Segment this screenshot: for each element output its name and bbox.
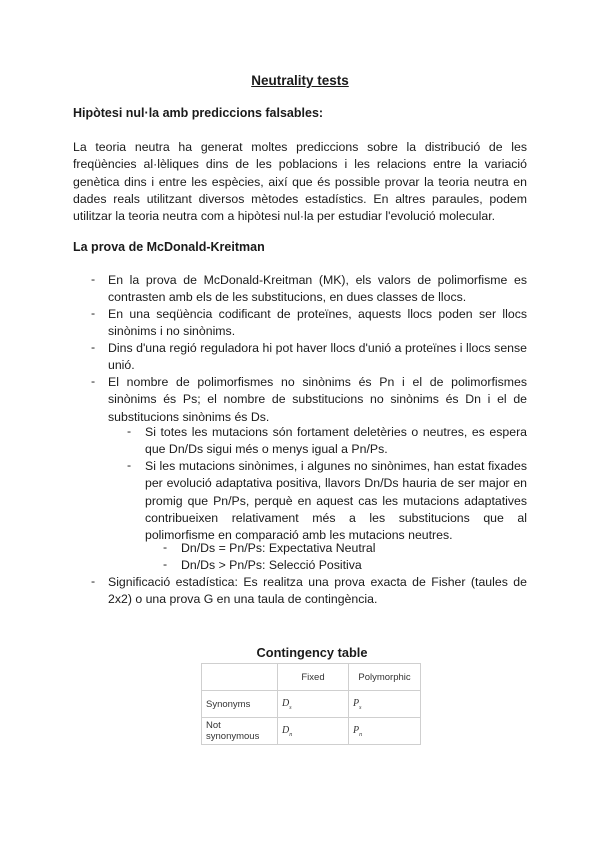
table-cell-empty — [202, 664, 278, 691]
table-row — [202, 691, 421, 718]
contingency-table-title: Contingency table — [256, 645, 368, 660]
sub-sub-bullet-dash: - — [163, 540, 168, 554]
sub-list-item: Si totes les mutacions són fortament deletèries o neutres, es espera que Dn/Ds sigui més o menys igual a Pn/Ps. — [145, 425, 527, 457]
sub-sub-list-item: Dn/Ds > Pn/Ps: Selecció Positiva — [181, 558, 362, 572]
cell-dn: $D_n$ — [278, 718, 349, 745]
bullet-dash: - — [91, 340, 96, 354]
page-title: Neutrality tests — [251, 73, 349, 88]
section-heading-null-hypothesis: Hipòtesi nul·la amb prediccions falsables: — [73, 106, 324, 120]
col-header-fixed: Fixed — [278, 664, 349, 691]
sub-list-item: Si les mutacions sinònimes, i algunes no sinònimes, han estat fixades per evolució adaptativa positiva, llavors Dn/Ds hauria de ser major en promig que Pn/Ps, perquè en aquest cas les mutacions adaptatives contribueixen relativament més a les substitucions que al polimorfisme en comparació amb les mutacions neutres. — [145, 459, 527, 543]
sub-bullet-dash: - — [127, 458, 132, 472]
contingency-table — [201, 663, 421, 745]
list-item: Dins d'una regió reguladora hi pot haver llocs d'unió a proteïnes i llocs sense unió. — [108, 341, 527, 373]
col-header-polymorphic: Polymorphic — [349, 664, 421, 691]
table-row — [202, 718, 421, 745]
table-row — [202, 664, 421, 691]
row-header-synonyms: Synonyms — [202, 691, 278, 718]
sub-sub-bullet-dash: - — [163, 557, 168, 571]
list-item: En la prova de McDonald-Kreitman (MK), els valors de polimorfisme es contrasten amb els de les substitucions, en dues classes de llocs. — [108, 273, 527, 305]
sub-sub-list-item: Dn/Ds = Pn/Ps: Expectativa Neutral — [181, 541, 376, 555]
bullet-dash: - — [91, 374, 96, 388]
intro-paragraph: La teoria neutra ha generat moltes prediccions sobre la distribució de les freqüències al·lèliques dins de les poblacions i les relacions entre la variació genètica dins i entre les espècies, així que és possible provar la teoria neutra en dades reals utilitzant diversos mètodes estadístics. En altres paraules, podem utilitzar la teoria neutra com a hipòtesi nul·la per estudiar l'evolució molecular. — [73, 140, 527, 224]
list-item: En una seqüència codificant de proteïnes, aquests llocs poden ser llocs sinònims i no sinònims. — [108, 307, 527, 339]
section-heading-mk-test: La prova de McDonald-Kreitman — [73, 240, 265, 254]
row-header-not-synonymous: Not synonymous — [202, 718, 278, 745]
list-item: El nombre de polimorfismes no sinònims és Pn i el de polimorfismes sinònims és Ps; el nombre de substitucions no sinònims és Dn i el de substitucions sinònims és Ds. — [108, 375, 527, 424]
sub-bullet-dash: - — [127, 424, 132, 438]
cell-ps: $P_s$ — [349, 691, 421, 718]
bullet-dash: - — [91, 272, 96, 286]
list-item: Significació estadística: Es realitza una prova exacta de Fisher (taules de 2x2) o una prova G en una taula de contingència. — [108, 575, 527, 607]
cell-pn: $P_n$ — [349, 718, 421, 745]
bullet-dash: - — [91, 306, 96, 320]
bullet-dash: - — [91, 574, 96, 588]
cell-ds: $D_s$ — [278, 691, 349, 718]
